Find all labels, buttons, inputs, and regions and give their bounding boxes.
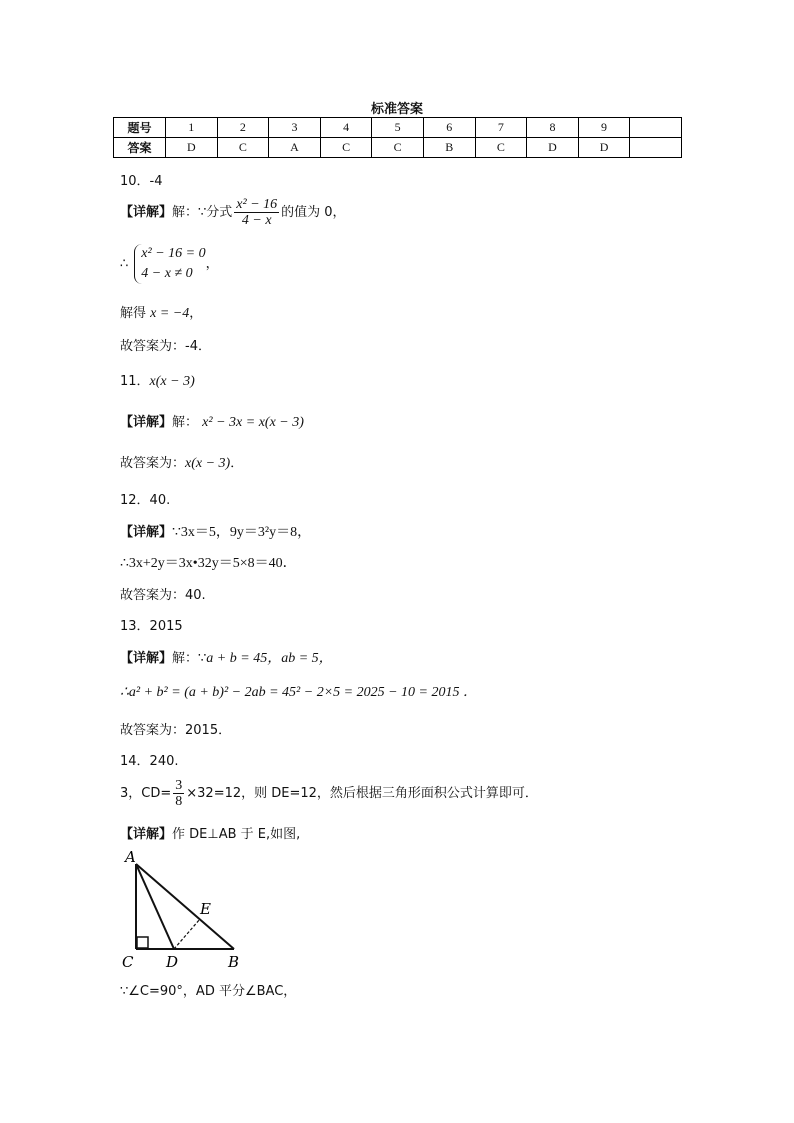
q10-answer: 10．-4 <box>120 174 163 189</box>
fraction-denominator: 4 − x <box>241 213 272 228</box>
equation-1: x² − 16 = 0 <box>141 246 206 261</box>
table-cell: B <box>423 138 475 158</box>
equation-system <box>134 244 205 284</box>
detail-suffix: 的值为 0， <box>281 205 346 220</box>
detail-text: 作 DE⊥AB 于 E,如图, <box>172 827 301 842</box>
fraction-numerator: x² − 16 <box>236 197 278 212</box>
table-cell: 3 <box>269 118 321 138</box>
table-cell: 9 <box>578 118 630 138</box>
answer-table <box>113 117 682 158</box>
q13-final: 故答案为：2015． <box>120 723 232 738</box>
question-number: 11． <box>120 374 150 389</box>
table-cell: D <box>527 138 579 158</box>
detail-expression: a + b = 45，ab = 5， <box>206 651 333 666</box>
row-header-number: 题号 <box>114 118 166 138</box>
final-suffix: ． <box>230 456 244 471</box>
table-cell: C <box>372 138 424 158</box>
q11-final <box>120 452 243 472</box>
table-cell: 7 <box>475 118 527 138</box>
table-cell: 8 <box>527 118 579 138</box>
q13-detail <box>120 647 333 667</box>
table-cell: A <box>269 138 321 158</box>
q14-answer: 14．240. <box>120 754 179 769</box>
page-title: 标准答案 <box>370 102 423 117</box>
fraction <box>173 778 184 809</box>
fraction-numerator: 3 <box>175 778 183 793</box>
segment-de-dashed <box>174 919 200 949</box>
solve-prefix: 解得 <box>120 306 147 321</box>
table-cell: C <box>320 138 372 158</box>
table-row <box>114 138 682 158</box>
label-a: A <box>125 848 136 866</box>
q11-detail <box>120 411 304 431</box>
therefore-symbol: ∴ <box>120 256 129 272</box>
final-expression: x(x − 3) <box>185 456 231 471</box>
table-cell: 2 <box>217 118 269 138</box>
label-d: D <box>166 953 179 971</box>
q13-answer: 13．2015 <box>120 619 183 634</box>
step-expression: ∴a² + b² = (a + b)² − 2ab = 45² − 2×5 = 2025 − 10 = 2015 ． <box>120 685 477 700</box>
detail-tag: 【详解】 <box>120 651 173 666</box>
detail-tag: 【详解】 <box>120 827 173 842</box>
table-row <box>114 118 682 138</box>
solve-suffix: ， <box>189 306 203 321</box>
q12-detail <box>120 521 311 541</box>
table-cell: C <box>217 138 269 158</box>
q12-step <box>120 552 297 572</box>
equation-2: 4 − x ≠ 0 <box>141 266 193 281</box>
triangle-figure <box>118 846 258 974</box>
table-cell: 4 <box>320 118 372 138</box>
q13-step <box>120 681 477 701</box>
detail-text: ∵3x＝5，9y＝3²y＝8， <box>172 525 312 540</box>
detail-tag: 【详解】 <box>120 525 173 540</box>
q10-system <box>120 244 219 284</box>
system-comma: ， <box>205 256 219 272</box>
detail-tag: 【详解】 <box>120 205 173 220</box>
table-cell <box>630 138 682 158</box>
detail-prefix: 解：∵分式 <box>172 205 233 220</box>
detail-prefix: 解： <box>172 415 199 430</box>
table-cell: 5 <box>372 118 424 138</box>
q11-answer <box>120 370 195 390</box>
fraction <box>234 197 279 228</box>
table-cell: C <box>475 138 527 158</box>
label-b: B <box>228 953 240 971</box>
q12-answer: 12．40. <box>120 493 171 508</box>
fraction-denominator: 8 <box>175 794 183 809</box>
q10-final: 故答案为：-4． <box>120 339 211 354</box>
table-cell: 6 <box>423 118 475 138</box>
hint-prefix: 3，CD= <box>120 786 172 801</box>
q14-last-line: ∵∠C=90°，AD 平分∠BAC， <box>120 984 297 999</box>
q12-final: 故答案为：40. <box>120 588 206 603</box>
table-cell: 1 <box>166 118 218 138</box>
answer-expression: x(x − 3) <box>149 374 195 389</box>
right-angle-mark <box>137 937 148 948</box>
q14-hint <box>120 778 538 809</box>
label-c: C <box>122 953 134 971</box>
solve-expression: x = −4 <box>150 306 190 321</box>
final-prefix: 故答案为： <box>120 456 186 471</box>
table-cell: D <box>166 138 218 158</box>
label-e: E <box>200 900 211 918</box>
q10-detail <box>120 197 346 228</box>
detail-prefix: 解：∵ <box>172 651 207 666</box>
q14-detail <box>120 823 300 842</box>
hint-suffix: ×32=12，则 DE=12，然后根据三角形面积公式计算即可． <box>186 786 538 801</box>
detail-tag: 【详解】 <box>120 415 173 430</box>
step-text: ∴3x+2y＝3x•32y＝5×8＝40． <box>120 556 297 571</box>
detail-expression: x² − 3x = x(x − 3) <box>202 415 304 430</box>
table-cell: D <box>578 138 630 158</box>
row-header-answer: 答案 <box>114 138 166 158</box>
q10-solve <box>120 302 202 322</box>
table-cell <box>630 118 682 138</box>
